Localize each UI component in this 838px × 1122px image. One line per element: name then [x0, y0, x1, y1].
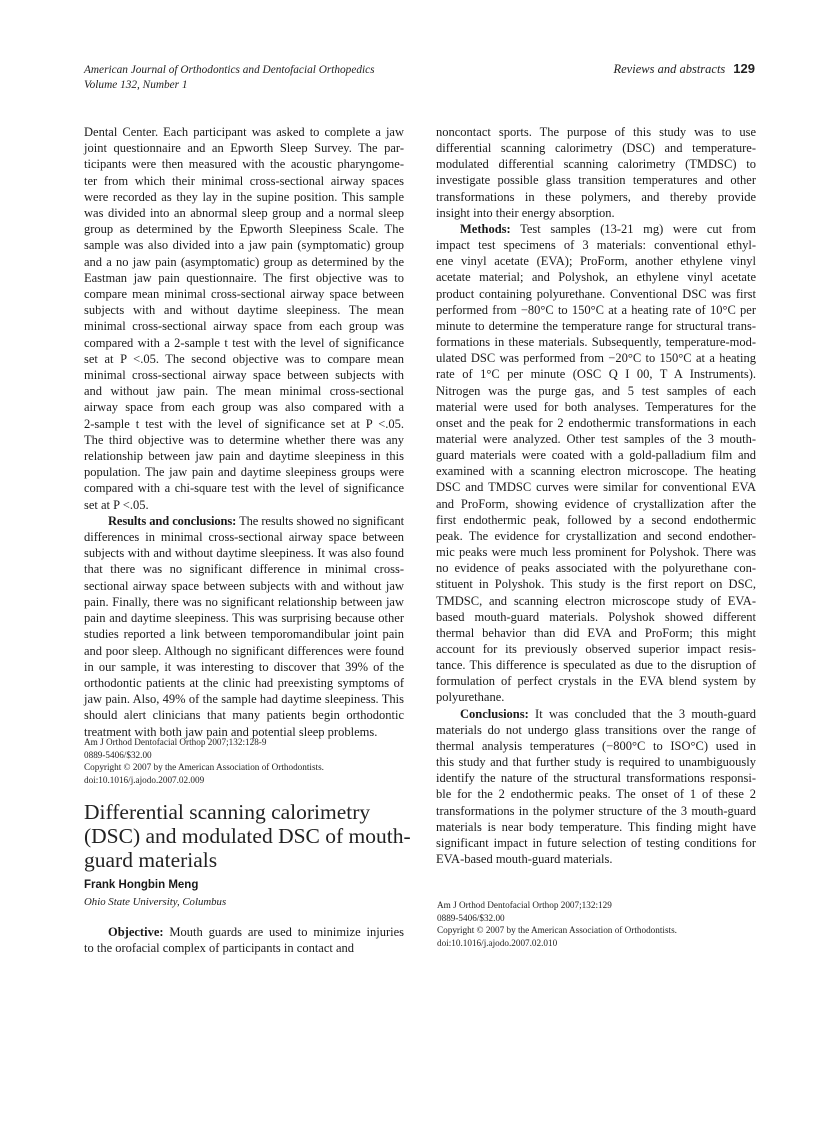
line-content	[436, 545, 756, 559]
line-text: performed from −80°C to 150°C at a heating rate of 10°C per	[436, 302, 756, 317]
line-text: studies reported a link between temporomandibular joint pain	[84, 627, 404, 642]
line-content	[436, 400, 756, 414]
line-text: sectional airway space between subjects with and without jaw	[84, 578, 404, 593]
line-content	[436, 561, 756, 575]
line-content	[436, 513, 756, 527]
line-text: ulated DSC was performed from −20°C to 150°C at a heating	[436, 351, 756, 366]
line-text: material were analyzed. Other test samples of the 3 mouth-	[436, 431, 756, 446]
text-line	[436, 399, 756, 415]
text-line	[436, 625, 756, 641]
text-line	[84, 124, 404, 140]
text-line	[84, 594, 404, 610]
line-content	[84, 611, 404, 625]
line-content	[84, 595, 404, 609]
line-content	[84, 546, 404, 560]
line-content	[436, 626, 756, 640]
text-line	[84, 156, 404, 172]
text-line	[84, 140, 404, 156]
line-content	[84, 481, 404, 495]
line-content	[436, 610, 756, 624]
line-content	[108, 514, 404, 528]
paragraph-heading: Objective:	[108, 925, 164, 939]
line-text: sample was also divided into a jaw pain (symptomatic) group	[84, 238, 404, 253]
line-text: set at P <.05.	[84, 497, 149, 512]
line-content	[84, 941, 354, 955]
line-text: ticipants were then measured with the acoustic pharyngome-	[84, 157, 404, 172]
paragraph-heading: Results and conclusions:	[108, 513, 237, 528]
line-content	[84, 352, 404, 366]
line-text: was divided into an abnormal sleep group and a normal sleep	[84, 206, 404, 221]
line-content	[436, 739, 756, 753]
line-content	[436, 658, 756, 672]
line-text: first endothermic peak, followed by a second endothermic	[436, 512, 756, 527]
line-content	[460, 222, 756, 236]
text-line	[436, 463, 756, 479]
text-line	[436, 560, 756, 576]
line-content	[436, 190, 756, 204]
line-content	[436, 723, 756, 737]
line-text: minimal cross-sectional airway space between subjects with	[84, 368, 404, 383]
line-content	[436, 303, 756, 317]
right-column-text	[436, 124, 756, 867]
line-text: product containing polyurethane. Conventional DSC was first	[436, 286, 756, 301]
text-line	[436, 544, 756, 560]
line-text: differential scanning calorimetry (DSC) and temperature-	[436, 141, 756, 156]
line-text: transformations in the polymer structure of the 3 mouth-guard	[436, 803, 756, 818]
text-line	[84, 432, 404, 448]
line-content	[436, 287, 756, 301]
text-line	[436, 269, 756, 285]
text-line	[84, 707, 404, 723]
line-content	[436, 464, 756, 478]
line-text: compared with a 2-sample t test with the level of significance	[84, 335, 404, 350]
text-line	[84, 513, 404, 529]
text-line	[84, 561, 404, 577]
text-line	[84, 610, 404, 626]
text-line	[436, 835, 756, 851]
line-text: thermal analysis temperatures (−800°C to ISO°C) used in	[436, 738, 756, 753]
line-content	[436, 351, 756, 365]
line-content	[84, 206, 404, 220]
citation-line: Am J Orthod Dentofacial Orthop 2007;132:129	[437, 900, 612, 910]
line-text: compared with a chi-square test with the level of significance	[84, 481, 404, 496]
line-text: ene vinyl acetate (EVA); ProForm, another ethylene vinyl	[436, 254, 756, 269]
text-line	[84, 351, 404, 367]
line-content	[436, 642, 756, 656]
line-content	[436, 238, 756, 252]
text-line	[436, 124, 756, 140]
line-content	[84, 660, 404, 674]
text-line	[84, 302, 404, 318]
line-content	[436, 577, 756, 591]
text-line	[84, 940, 404, 956]
text-line	[84, 173, 404, 189]
line-content	[84, 271, 404, 285]
text-line	[436, 641, 756, 657]
line-text: guard materials were coated with a gold-palladium film and	[436, 448, 756, 463]
text-line	[436, 156, 756, 172]
text-line	[84, 464, 404, 480]
page-number: 129	[733, 61, 755, 76]
citation-line: 0889-5406/$32.00	[84, 749, 152, 760]
line-text: relationship between jaw pain and daytime sleepiness in this	[84, 449, 404, 464]
line-text: set at P <.05. The second objective was to compare mean	[84, 351, 404, 366]
line-text: jaw pain. Also, 49% of the sample had daytime sleepiness. This	[84, 692, 404, 707]
text-line	[84, 480, 404, 496]
line-content	[436, 254, 756, 268]
author-name: Frank Hongbin Meng	[84, 879, 199, 891]
text-line	[84, 659, 404, 675]
line-content	[84, 303, 404, 317]
line-text: EVA-based mouth-guard materials.	[436, 852, 613, 867]
line-content	[436, 852, 612, 866]
line-text: onset and the peak for 2 endothermic transformations in each	[436, 415, 756, 430]
line-text: polyurethane.	[436, 690, 505, 705]
text-line	[436, 221, 756, 237]
line-content	[436, 787, 756, 801]
line-content	[436, 416, 756, 430]
line-content	[84, 125, 404, 139]
citation-block-prev-article	[84, 736, 324, 786]
line-text: airway space from each group was also compared with a	[84, 400, 404, 415]
author-affiliation: Ohio State University, Columbus	[84, 896, 227, 908]
line-text: Dental Center. Each participant was asked to complete a jaw	[84, 125, 404, 139]
text-line	[84, 416, 404, 432]
text-line	[436, 237, 756, 253]
citation-line: doi:10.1016/j.ajodo.2007.02.009	[84, 774, 205, 785]
text-line	[84, 448, 404, 464]
title-line: Differential scanning calorimetry	[84, 800, 371, 824]
text-line	[436, 851, 756, 867]
line-content	[436, 836, 756, 850]
article-title	[84, 800, 414, 872]
text-line	[436, 253, 756, 269]
text-line	[84, 399, 404, 415]
line-text: ter from which their minimal cross-sectional airway spaces	[84, 173, 404, 188]
line-content	[436, 141, 756, 155]
line-content	[108, 925, 404, 939]
text-line	[436, 673, 756, 689]
line-text: based mouth-guard materials. Polyshok showed different	[436, 609, 756, 624]
text-line	[84, 924, 404, 940]
line-content	[84, 465, 404, 479]
line-text: thermal behavior than did EVA and ProForm; this might	[436, 625, 756, 640]
line-content	[84, 368, 404, 382]
line-content	[84, 530, 404, 544]
citation-block-article	[437, 899, 677, 949]
line-content	[84, 190, 404, 204]
text-line	[436, 689, 756, 705]
text-line	[84, 286, 404, 302]
line-text: Eastman jaw pain questionnaire. The first objective was to	[84, 270, 404, 285]
line-text: significant impact in future selection of testing conditions for	[436, 835, 756, 850]
text-line	[436, 770, 756, 786]
line-content	[436, 448, 756, 462]
text-line	[84, 237, 404, 253]
text-line	[436, 528, 756, 544]
line-text: tance. This difference is speculated as due to the disruption of	[436, 658, 756, 673]
line-text: no evidence of peaks associated with the polyurethane con-	[436, 561, 756, 576]
line-content	[84, 498, 149, 512]
line-content	[84, 579, 404, 593]
title-line: guard materials	[84, 848, 218, 872]
text-line	[84, 383, 404, 399]
line-text: materials do not undergo glass transitions over the range of	[436, 722, 756, 737]
line-text: subjects with and without daytime sleepiness. It was also found	[84, 546, 404, 561]
line-text: should alert clinicians that many patients begin orthodontic	[84, 708, 404, 723]
line-content	[436, 270, 756, 284]
line-content	[436, 335, 756, 349]
line-text: in our sample, it was interesting to discover that 39% of the	[84, 659, 404, 674]
line-text: impact test specimens of 3 materials: conventional ethyl-	[436, 238, 756, 253]
paragraph-heading: Methods:	[460, 221, 511, 236]
line-text: DSC and TMDSC curves were similar for conventional EVA	[436, 480, 756, 495]
text-line	[84, 497, 404, 513]
text-line	[436, 786, 756, 802]
text-line	[84, 545, 404, 561]
line-text: group as determined by the Epworth Sleepiness Scale. The	[84, 222, 404, 237]
line-text: account for its previously observed superior impact resis-	[436, 642, 756, 656]
line-content	[84, 287, 404, 301]
text-line	[436, 479, 756, 495]
citation-line: Copyright © 2007 by the American Association of Orthodontists.	[437, 925, 677, 936]
text-line	[436, 366, 756, 382]
line-text: and a no jaw pain (asymptomatic) group as determined by the	[84, 254, 404, 269]
line-content	[436, 173, 756, 187]
line-text: identify the nature of the structural transformations responsi-	[436, 771, 756, 786]
line-text: compare mean minimal cross-sectional airway space between	[84, 287, 404, 302]
text-line	[84, 318, 404, 334]
line-text: stituent in Polyshok. This study is the first report on DSC,	[436, 577, 756, 592]
text-line	[436, 447, 756, 463]
line-text: that there was no significant difference in minimal cross-	[84, 562, 404, 577]
line-text: joint questionnaire and an Epworth Sleep Survey. The par-	[84, 141, 404, 156]
line-content	[436, 690, 504, 704]
section-name: Reviews and abstracts	[613, 62, 726, 76]
line-text: modulated differential scanning calorimetry (TMDSC) to	[436, 157, 756, 172]
journal-name: American Journal of Orthodontics and Dentofacial Orthopedics	[84, 64, 375, 76]
line-text: 2-sample t test with the level of significance set at P <.05.	[84, 416, 404, 431]
line-text: orthodontic patients at the clinic had preexisting symptoms of	[84, 675, 404, 690]
line-text: formulation of perfect crystals in the EVA blend system by	[436, 674, 756, 689]
line-content	[460, 707, 756, 721]
text-line	[436, 657, 756, 673]
line-content	[84, 676, 404, 690]
line-text: acetate material; and Polyshok, an ethylene vinyl acetate	[436, 270, 756, 285]
line-text: to the orofacial complex of participants in contact and	[84, 941, 355, 956]
text-line	[84, 626, 404, 642]
line-content	[84, 433, 404, 447]
line-content	[84, 417, 404, 431]
text-line	[436, 140, 756, 156]
line-text: and poor sleep. Although no significant differences were found	[84, 643, 404, 658]
line-content	[84, 644, 404, 658]
line-content	[436, 771, 756, 785]
text-line	[84, 675, 404, 691]
line-content	[84, 400, 404, 414]
text-line	[436, 318, 756, 334]
line-text: minimal cross-sectional airway space from each group was	[84, 319, 404, 334]
objective-paragraph	[84, 924, 404, 956]
line-text: Test samples (13-21 mg) were cut from	[510, 221, 756, 236]
line-text: ble for the 2 endothermic peaks. The onset of 1 of these 2	[436, 787, 756, 802]
line-content	[436, 367, 756, 381]
line-text: formations in these materials. Subsequently, temperature-mod-	[436, 335, 756, 350]
line-text: pain and daytime sleepiness. This was surprising because other	[84, 611, 404, 626]
line-content	[436, 497, 756, 511]
line-text: examined with a scanning electron microscope. The heating	[436, 464, 756, 479]
line-text: Nitrogen was the purge gas, and 5 test samples of each	[436, 383, 756, 398]
line-content	[84, 238, 404, 252]
text-line	[84, 691, 404, 707]
text-line	[436, 189, 756, 205]
text-line	[436, 334, 756, 350]
line-content	[436, 529, 756, 543]
line-text: differences in minimal cross-sectional airway space between	[84, 530, 404, 545]
journal-volume: Volume 132, Number 1	[84, 79, 188, 91]
text-line	[84, 578, 404, 594]
line-content	[84, 384, 404, 398]
line-text: TMDSC, and scanning electron microscope study of EVA-	[436, 593, 756, 608]
line-text: material were used for both analyses. Temperatures for the	[436, 399, 756, 414]
citation-line: doi:10.1016/j.ajodo.2007.02.010	[437, 937, 558, 948]
text-line	[436, 496, 756, 512]
citation-line: 0889-5406/$32.00	[437, 912, 505, 923]
line-text: treatment with both jaw pain and potential sleep problems.	[84, 724, 378, 739]
line-content	[436, 206, 615, 220]
text-line	[436, 593, 756, 609]
text-line	[436, 286, 756, 302]
line-text: pain. Finally, there was no significant relationship between jaw	[84, 594, 404, 609]
line-content	[84, 157, 404, 171]
text-line	[436, 738, 756, 754]
line-text: noncontact sports. The purpose of this study was to use	[436, 125, 756, 139]
line-content	[84, 562, 404, 576]
line-content	[84, 255, 404, 269]
text-line	[436, 576, 756, 592]
text-line	[436, 609, 756, 625]
line-text: materials is near body temperature. This finding might have	[436, 819, 756, 834]
line-content	[84, 708, 404, 722]
text-line	[436, 803, 756, 819]
left-column-text	[84, 124, 404, 740]
line-content	[436, 319, 756, 333]
line-content	[84, 449, 404, 463]
line-content	[436, 432, 756, 446]
text-line	[436, 819, 756, 835]
line-content	[84, 336, 404, 350]
line-text: were recorded as they lay in the supine position. This sample	[84, 189, 404, 204]
text-line	[84, 367, 404, 383]
citation-line: Copyright © 2007 by the American Association of Orthodontists.	[84, 762, 324, 773]
line-text: Mouth guards are used to minimize injuries	[163, 925, 404, 939]
text-line	[436, 350, 756, 366]
line-content	[436, 674, 756, 688]
line-text: minute to determine the temperature range for structural trans-	[436, 318, 756, 333]
text-line	[84, 205, 404, 221]
line-text: It was concluded that the 3 mouth-guard	[528, 706, 756, 721]
text-line	[84, 254, 404, 270]
text-line	[84, 643, 404, 659]
text-line	[436, 512, 756, 528]
line-text: rate of 1°C per minute (OSC Q I 00, T A Instruments).	[436, 367, 756, 382]
line-content	[436, 384, 756, 398]
title-line: (DSC) and modulated DSC of mouth-	[84, 824, 411, 848]
line-content	[436, 820, 756, 834]
line-text: The third objective was to determine whether there was any	[84, 432, 404, 447]
running-header-right	[614, 61, 756, 77]
line-content	[436, 480, 756, 494]
line-text: insight into their energy absorption.	[436, 205, 615, 220]
line-content	[436, 755, 756, 769]
line-text: mic peaks were much less prominent for Polyshok. There was	[436, 545, 756, 560]
line-content	[436, 125, 756, 139]
line-content	[436, 157, 756, 171]
line-text: transformations in these polymers, and thereby provide	[436, 189, 756, 204]
line-content	[84, 319, 404, 333]
text-line	[436, 431, 756, 447]
text-line	[436, 205, 756, 221]
running-header-left	[84, 63, 375, 93]
text-line	[436, 383, 756, 399]
line-content	[436, 804, 756, 818]
text-line	[436, 706, 756, 722]
line-text: and without jaw pain. The mean minimal cross-sectional	[84, 384, 404, 399]
text-line	[436, 172, 756, 188]
text-line	[436, 754, 756, 770]
text-line	[436, 302, 756, 318]
line-content	[84, 692, 404, 706]
text-line	[84, 189, 404, 205]
text-line	[84, 529, 404, 545]
line-text: and ProForm, showing evidence of crystallization after the	[436, 496, 756, 511]
line-content	[84, 627, 404, 641]
text-line	[84, 270, 404, 286]
line-text: investigate possible glass transition temperatures and other	[436, 173, 756, 188]
line-text: subjects with and without daytime sleepiness. The mean	[84, 303, 404, 318]
line-text: this study and that further study is required to unambiguously	[436, 755, 756, 770]
paragraph-heading: Conclusions:	[460, 706, 529, 721]
citation-line: Am J Orthod Dentofacial Orthop 2007;132:128-9	[84, 737, 267, 747]
line-content	[436, 594, 756, 608]
line-text: The results showed no significant	[236, 513, 404, 528]
line-text: population. The jaw pain and daytime sleepiness groups were	[84, 465, 404, 480]
text-line	[436, 415, 756, 431]
text-line	[84, 221, 404, 237]
text-line	[84, 335, 404, 351]
text-line	[436, 722, 756, 738]
line-content	[84, 174, 404, 188]
line-content	[84, 141, 404, 155]
line-text: peak. The evidence for crystallization and second endother-	[436, 528, 756, 543]
line-content	[84, 222, 404, 236]
